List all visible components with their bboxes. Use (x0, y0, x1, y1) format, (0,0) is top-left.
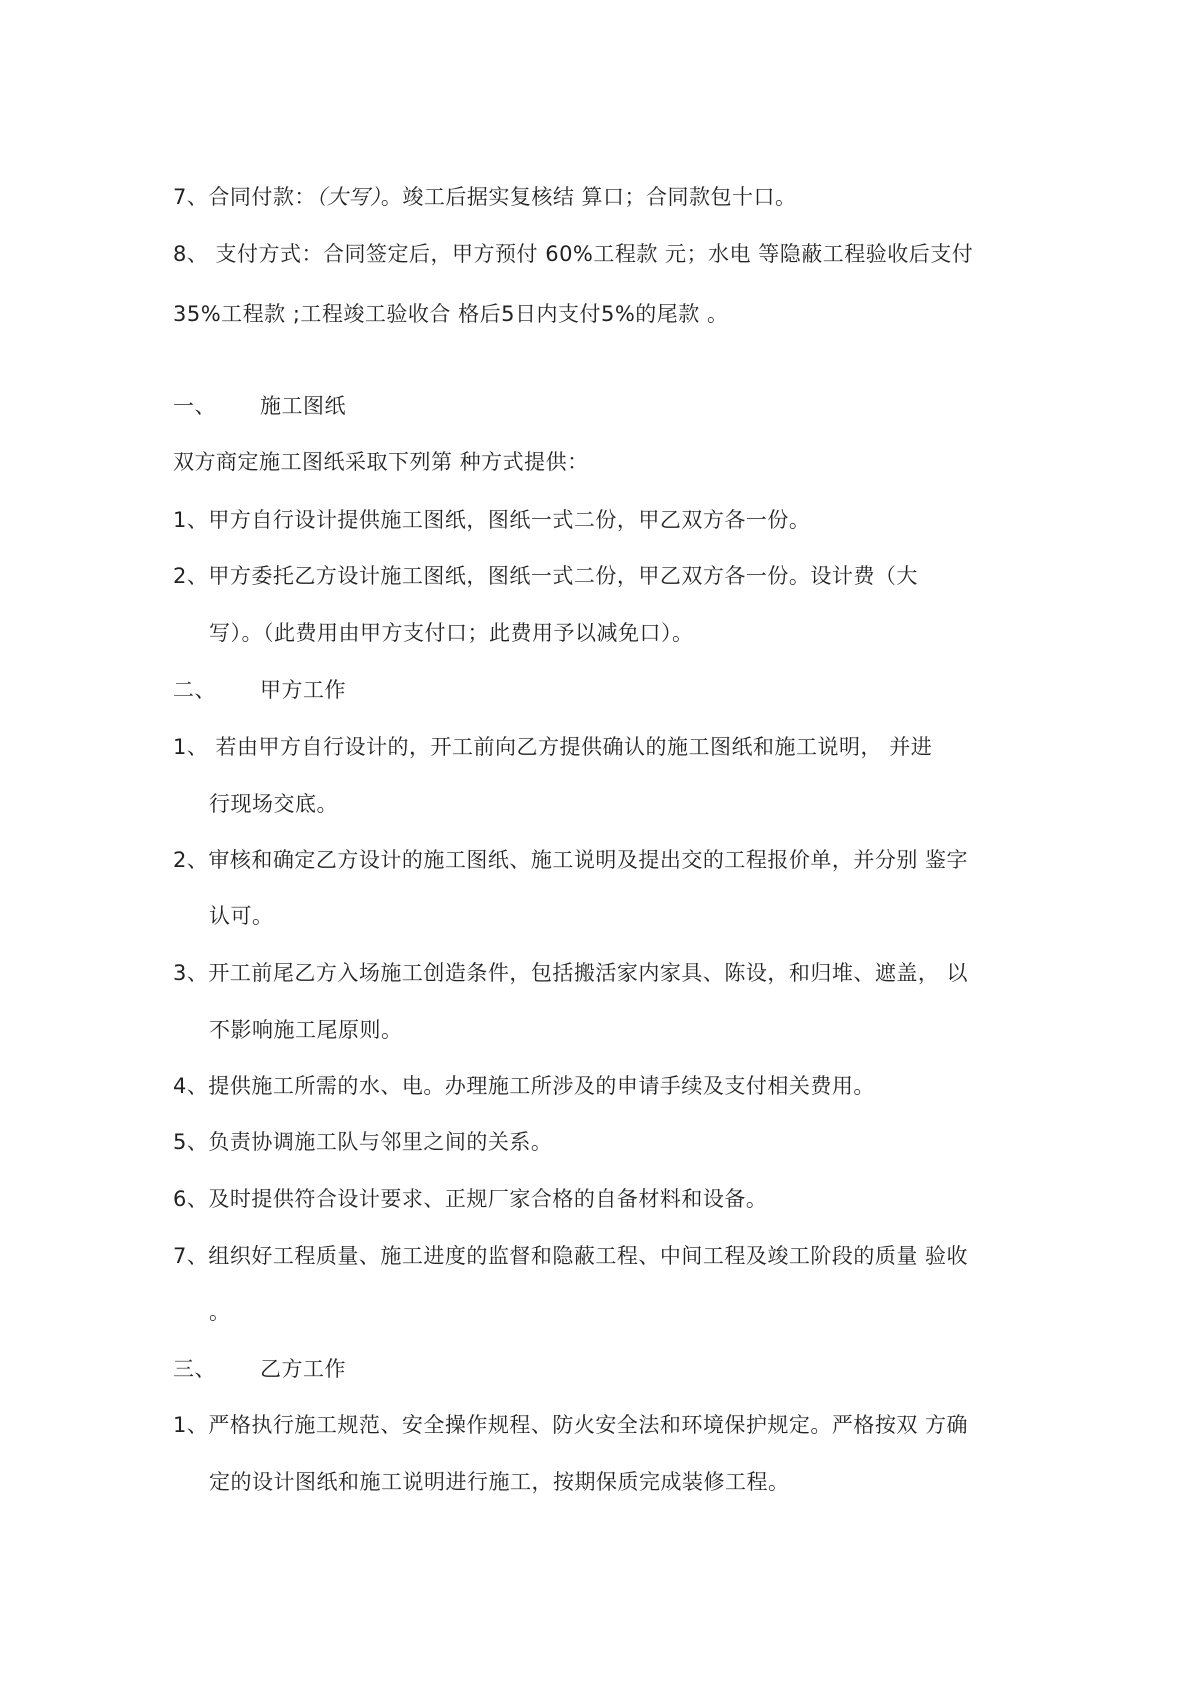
section-2-title: 甲方工作 (260, 678, 346, 702)
section-1-number: 一、 (173, 394, 216, 418)
section-2-item-4: 4、提供施工所需的水、电。办理施工所涉及的申请手续及支付相关费用。 (173, 1074, 875, 1098)
section-3-item-1-line-1: 1、严格执行施工规范、安全操作规程、防火安全法和环境保护规定。严格按双 方确 (173, 1413, 969, 1437)
section-1-item-1: 1、甲方自行设计提供施工图纸，图纸一式二份，甲乙双方各一份。 (173, 508, 811, 532)
section-2-item-1-line-1: 1、 若由甲方自行设计的，开工前向乙方提供确认的施工图纸和施工说明， 并进 (173, 735, 933, 759)
payment-item-8-line-2: 35%工程款 ;工程竣工验收合 格后5日内支付5%的尾款 。 (173, 302, 729, 326)
section-1-item-2-line-2: 写）。（此费用由甲方支付口；此费用予以减免口）。 (209, 621, 694, 645)
section-1-title: 施工图纸 (260, 394, 346, 418)
section-2-item-1-line-2: 行现场交底。 (209, 792, 338, 816)
section-2-number: 二、 (173, 678, 216, 702)
section-2-item-3-line-2: 不影响施工尾原则。 (209, 1018, 403, 1042)
section-2-item-2-line-1: 2、审核和确定乙方设计的施工图纸、施工说明及提出交的工程报价单，并分别 鉴字 (173, 848, 969, 872)
section-2-item-7-line-2: 。 (209, 1300, 231, 1324)
payment-item-7-prefix: 7、合同付款： (173, 185, 316, 209)
payment-item-7 (173, 183, 797, 211)
payment-item-7-amount-words: （大写） (315, 185, 381, 209)
section-1-item-2-line-1: 2、甲方委托乙方设计施工图纸，图纸一式二份，甲乙双方各一份。设计费（大 (173, 564, 918, 588)
section-2-item-2-line-2: 认可。 (209, 904, 274, 928)
section-2-item-3-line-1: 3、开工前尾乙方入场施工创造条件，包括搬活家内家具、陈设，和归堆、遮盖， 以 (173, 961, 969, 985)
section-3-heading (173, 1355, 346, 1383)
section-1-heading (173, 392, 346, 420)
section-2-heading (173, 676, 346, 704)
section-3-title: 乙方工作 (260, 1357, 346, 1381)
section-2-item-5: 5、负责协调施工队与邻里之间的关系。 (173, 1130, 553, 1154)
section-2-item-7-line-1: 7、组织好工程质量、施工进度的监督和隐蔽工程、中间工程及竣工阶段的质量 验收 (173, 1244, 969, 1268)
section-3-item-1-line-2: 定的设计图纸和施工说明进行施工，按期保质完成装修工程。 (209, 1470, 790, 1494)
payment-item-8-line-1: 8、 支付方式：合同签定后，甲方预付 60%工程款 元；水电 等隐蔽工程验收后支付 (173, 242, 974, 266)
section-1-intro: 双方商定施工图纸采取下列第 种方式提供： (173, 450, 589, 474)
section-2-item-6: 6、及时提供符合设计要求、正规厂家合格的自备材料和设备。 (173, 1187, 768, 1211)
payment-item-7-suffix: 。竣工后据实复核结 算口；合同款包十口。 (380, 185, 797, 209)
section-3-number: 三、 (173, 1357, 216, 1381)
